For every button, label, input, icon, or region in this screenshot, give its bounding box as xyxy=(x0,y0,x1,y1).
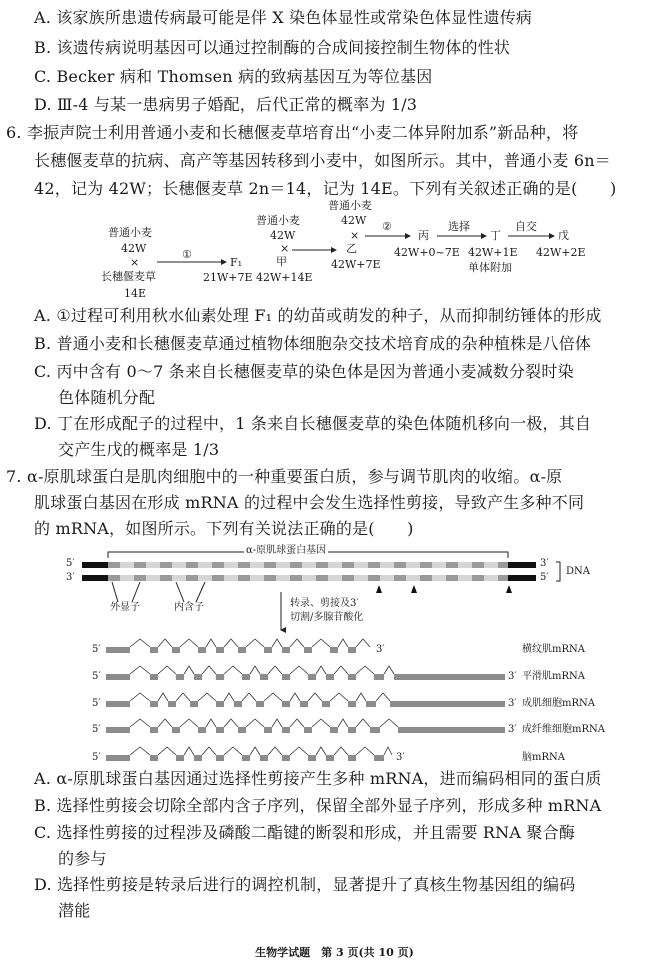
q6-stem-line3: 42，记为 42W；长穗偃麦草 2n＝14，记为 14E。下列有关叙述正确的是( ) xyxy=(34,179,617,198)
q6-stem-line2: 长穗偃麦草的抗病、高产等基因转移到小麦中，如图所示。其中，普通小麦 6n＝ xyxy=(34,151,611,170)
dna-label: DNA xyxy=(566,566,590,577)
process-label-2: 切割/多腺苷酸化 xyxy=(290,612,364,623)
parent1-top-genome: 42W xyxy=(121,242,147,255)
dna-strands xyxy=(82,562,536,581)
q6-option-d-line1: D. 丁在形成配子的过程中，1 条来自长穗偃麦草的染色体随机移向一极，其自 xyxy=(34,414,592,433)
process-label-1: 转录、剪接及3′ xyxy=(290,598,359,609)
mrna4-5prime: 5′ xyxy=(92,724,101,735)
splicing-diagram xyxy=(0,540,669,770)
ding-label: 丁 xyxy=(490,229,501,242)
yi-genome: 42W+7E xyxy=(331,258,381,271)
q7-stem-line3: 的 mRNA，如图所示。下列有关说法正确的是( ) xyxy=(34,519,414,538)
parent1-bottom-name: 长穗偃麦草 xyxy=(101,270,156,283)
jia-label: 甲 xyxy=(276,255,287,268)
select-label: 选择 xyxy=(448,220,470,233)
selfcross-label: 自交 xyxy=(515,220,537,233)
mrna1-5prime: 5′ xyxy=(92,644,101,655)
exon-label: 外显子 xyxy=(110,602,140,613)
q6-option-c-line1: C. 丙中含有 0～7 条来自长穗偃麦草的染色体是因为普通小麦减数分裂时染 xyxy=(34,362,574,381)
ding-genome: 42W+1E xyxy=(468,246,518,259)
q7-option-a: A. α-原肌球蛋白基因通过选择性剪接产生多种 mRNA，进而编码相同的蛋白质 xyxy=(34,769,602,788)
yi-label: 乙 xyxy=(346,242,357,255)
mrna2-5prime: 5′ xyxy=(92,671,101,682)
cross-symbol-1: × xyxy=(130,256,140,269)
q5-option-d: D. Ⅲ-4 与某一患病男子婚配，后代正常的概率为 1/3 xyxy=(34,95,418,114)
parent3-name: 普通小麦 xyxy=(328,199,372,212)
mrna2-label: 平滑肌mRNA xyxy=(522,671,585,682)
jia-genome: 42W+14E xyxy=(256,271,313,284)
cross-symbol-2: × xyxy=(280,242,290,255)
f1-label: F₁ xyxy=(230,256,243,269)
mrna5-3prime: 3′ xyxy=(396,752,405,763)
breeding-diagram xyxy=(0,196,669,302)
dna-5prime-top: 5′ xyxy=(66,558,75,569)
dna-3prime-top: 3′ xyxy=(540,558,549,569)
bing-genome: 42W+0~7E xyxy=(394,246,460,259)
mrna4-3prime: 3′ xyxy=(508,724,517,735)
parent3-genome: 42W xyxy=(341,214,367,227)
parent2-name: 普通小麦 xyxy=(256,214,300,227)
q6-option-a: A. ①过程可利用秋水仙素处理 F₁ 的幼苗或萌发的种子，从而抑制纺锤体的形成 xyxy=(34,306,602,325)
q5-option-b: B. 该遗传病说明基因可以通过控制酶的合成间接控制生物体的性状 xyxy=(34,38,511,57)
q7-option-c-line2: 的参与 xyxy=(58,849,107,868)
mrna1-3prime: 3′ xyxy=(376,644,385,655)
q7-option-b: B. 选择性剪接会切除全部内含子序列，保留全部外显子序列，形成多种 mRNA xyxy=(34,796,602,815)
step1-label: ① xyxy=(182,248,192,261)
q6-option-d-line2: 交产生戊的概率是 1/3 xyxy=(58,440,220,459)
q7-option-d-line1: D. 选择性剪接是转录后进行的调控机制，显著提升了真核生物基因组的编码 xyxy=(34,875,576,894)
dna-3prime-bottom: 3′ xyxy=(66,572,75,583)
q6-stem-line1: 6. 李振声院士利用普通小麦和长穗偃麦草培育出“小麦二体异附加系”新品种，将 xyxy=(6,123,579,142)
mrna3-label: 成肌细胞mRNA xyxy=(522,698,595,709)
q6-option-b: B. 普通小麦和长穗偃麦草通过植物体细胞杂交技术培育成的杂种植株是八倍体 xyxy=(34,334,592,353)
mrna1-label: 横纹肌mRNA xyxy=(522,644,585,655)
mrna5-5prime: 5′ xyxy=(92,752,101,763)
q6-option-c-line2: 色体随机分配 xyxy=(58,388,156,407)
q5-option-c: C. Becker 病和 Thomsen 病的致病基因互为等位基因 xyxy=(34,67,433,86)
f1-genome: 21W+7E xyxy=(203,271,253,284)
wu-label: 戊 xyxy=(558,229,569,242)
parent2-genome: 42W xyxy=(270,229,296,242)
q7-stem-line2: 肌球蛋白基因在形成 mRNA 的过程中会发生选择性剪接，导致产生多种不同 xyxy=(34,493,585,512)
mrna5-label: 脑mRNA xyxy=(522,752,565,763)
wu-genome: 42W+2E xyxy=(536,246,586,259)
mrna4-label: 成纤维细胞mRNA xyxy=(522,724,605,735)
intron-label: 内含子 xyxy=(174,602,204,613)
gene-label: α-原肌球蛋白基因 xyxy=(246,545,327,556)
mrna3-5prime: 5′ xyxy=(92,698,101,709)
q7-option-c-line1: C. 选择性剪接的过程涉及磷酸二酯键的断裂和形成，并且需要 RNA 聚合酶 xyxy=(34,823,576,842)
dna-5prime-bottom: 5′ xyxy=(540,572,549,583)
ding-type: 单体附加 xyxy=(468,261,512,274)
mrna3-3prime: 3′ xyxy=(508,698,517,709)
cross-symbol-3: × xyxy=(350,229,360,242)
mrna2-3prime: 3′ xyxy=(508,671,517,682)
q5-option-a: A. 该家族所患遗传病最可能是伴 X 染色体显性或常染色体显性遗传病 xyxy=(34,8,533,27)
page-footer: 生物学试题 第 3 页(共 10 页) xyxy=(255,946,414,959)
q7-option-d-line2: 潜能 xyxy=(58,901,91,920)
step2-label: ② xyxy=(382,220,392,233)
parent1-bottom-genome: 14E xyxy=(124,287,147,300)
q7-stem-line1: 7. α-原肌球蛋白是肌肉细胞中的一种重要蛋白质，参与调节肌肉的收缩。α-原 xyxy=(6,467,563,486)
bing-label: 丙 xyxy=(418,229,429,242)
parent1-top-name: 普通小麦 xyxy=(108,226,152,239)
